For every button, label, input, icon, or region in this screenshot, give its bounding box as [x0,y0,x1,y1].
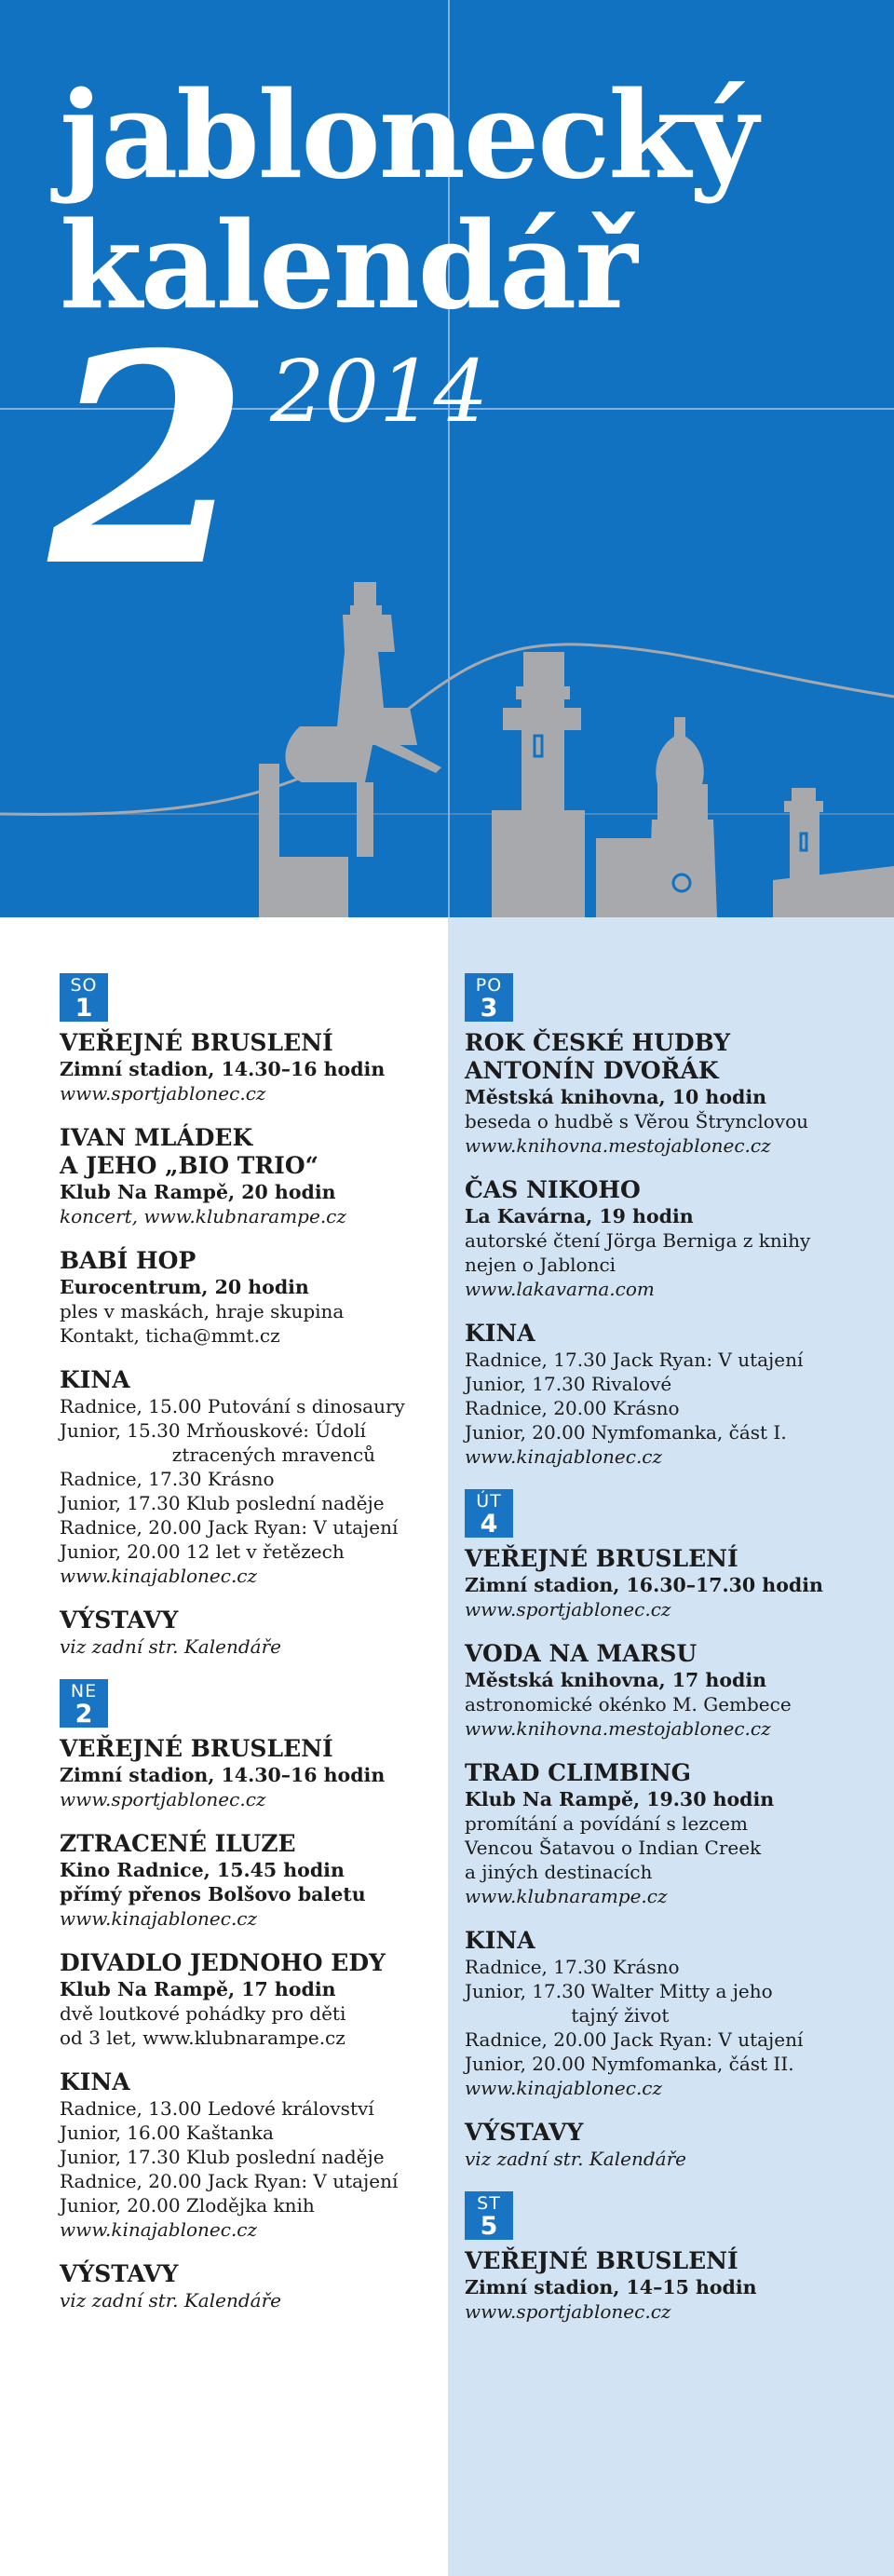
event-link: viz zadní str. Kalendáře [60,2289,281,2312]
event-title: KINA [465,1320,535,1347]
event-title: VEŘEJNÉ BRUSLENÍ [60,1029,333,1056]
day-badge [465,2191,513,2240]
event-title: VÝSTAVY [60,2260,179,2287]
event-link: www.lakavarna.com [465,1278,655,1300]
event-item [465,1927,885,2100]
event-venue: Zimní stadion, 14–15 hodin [465,2276,757,2298]
event-detail: beseda o hudbě s Věrou Štrynclovou [465,1110,809,1132]
event-venue: Zimní stadion, 14.30–16 hodin [60,1058,386,1080]
event-columns [0,917,894,2576]
event-item [60,1949,439,2050]
event-detail: Junior, 17.30 Walter Mitty a jeho [465,1980,773,2002]
calendar-title-line2: kalendář [60,197,636,336]
event-detail: Junior, 17.30 Klub poslední naděje [60,1492,385,1514]
day-name: PO [475,975,503,996]
event-title: VEŘEJNÉ BRUSLENÍ [60,1735,333,1762]
event-venue: Městská knihovna, 17 hodin [465,1669,767,1691]
event-detail: Junior, 17.30 Klub poslední naděje [60,2146,385,2168]
event-venue: přímý přenos Bolšovo baletu [60,1883,366,1905]
event-venue: Zimní stadion, 14.30–16 hodin [60,1764,386,1786]
event-link: www.sportjablonec.cz [465,1598,671,1620]
event-title: VEŘEJNÉ BRUSLENÍ [465,1545,738,1572]
day-number: 4 [480,1510,498,1539]
event-item [465,1640,885,1741]
event-item [60,1607,439,1659]
day-name: ST [477,2193,501,2214]
event-title: ČAS NIKOHO [465,1176,641,1203]
event-link: www.sportjablonec.cz [60,1082,266,1105]
event-detail: Radnice, 17.30 Krásno [60,1468,275,1490]
day-block [465,1489,885,2171]
event-detail: a jiných destinacích [465,1861,653,1883]
event-detail: Junior, 17.30 Rivalové [465,1373,672,1395]
event-detail: dvě loutkové pohádky pro děti [60,2002,346,2025]
event-link: www.knihovna.mestojablonec.cz [465,1134,771,1157]
event-item [465,1320,885,1469]
event-venue: Eurocentrum, 20 hodin [60,1276,309,1298]
day-name: SO [70,975,98,996]
event-detail: Junior, 20.00 Nymfomanka, část I. [465,1421,787,1444]
event-title: VODA NA MARSU [465,1640,698,1667]
event-venue: La Kavárna, 19 hodin [465,1205,694,1227]
left-column [0,917,448,2576]
event-link: www.kinajablonec.cz [60,1565,258,1587]
event-item [465,2247,885,2324]
day-block [465,973,885,1469]
event-venue: Městská knihovna, 10 hodin [465,1086,767,1108]
event-item [60,1735,439,1811]
event-detail: Radnice, 17.30 Krásno [465,1956,680,1978]
event-item [60,2068,439,2242]
event-detail: Junior, 20.00 Zlodějka knih [60,2194,315,2217]
calendar-header [0,0,894,917]
event-title: KINA [60,2068,130,2095]
event-link: www.kinajablonec.cz [60,2218,258,2241]
year-label: 2014 [270,342,489,441]
event-link: www.kinajablonec.cz [60,1907,258,1930]
event-item [60,1830,439,1931]
event-detail: Vencou Šatavou o Indian Creek [465,1837,762,1859]
event-detail: Radnice, 17.30 Jack Ryan: V utajení [465,1349,804,1371]
day-block [465,2191,885,2324]
event-detail: Radnice, 13.00 Ledové království [60,2097,374,2120]
event-title: VÝSTAVY [60,1607,179,1634]
day-badge [465,973,513,1022]
event-detail: Junior, 20.00 12 let v řetězech [60,1540,345,1563]
event-item [60,1029,439,1105]
event-title: VÝSTAVY [465,2119,584,2146]
right-day-list [448,917,894,2324]
event-title: ROK ČESKÉ HUDBY [465,1029,731,1056]
day-name: ÚT [476,1491,502,1512]
event-title: IVAN MLÁDEK [60,1124,253,1151]
event-detail: Kontakt, ticha@mmt.cz [60,1324,280,1347]
event-detail: ztracených mravenců [60,1444,376,1466]
event-link: www.knihovna.mestojablonec.cz [465,1717,771,1740]
event-title: DIVADLO JEDNOHO EDY [60,1949,386,1976]
event-title: ANTONÍN DVOŘÁK [465,1057,719,1084]
day-block [60,1679,439,2312]
event-link: www.sportjablonec.cz [60,1788,266,1810]
event-title: TRAD CLIMBING [465,1759,692,1786]
day-name: NE [70,1681,98,1702]
event-item [465,1759,885,1908]
event-link: www.kinajablonec.cz [465,2077,663,2099]
event-title: ZTRACENÉ ILUZE [60,1830,296,1857]
event-detail: promítání a povídání s lezcem [465,1812,748,1835]
event-item [60,1247,439,1348]
day-number: 3 [480,994,498,1023]
event-detail: autorské čtení Jörga Berniga z knihy [465,1229,811,1252]
event-detail: astronomické okénko M. Gembece [465,1693,792,1715]
event-item [465,2119,885,2171]
month-number: 2 [48,291,250,630]
event-detail: Junior, 15.30 Mrňouskové: Údolí [60,1419,366,1442]
day-badge [60,1679,108,1728]
event-detail: Radnice, 20.00 Jack Ryan: V utajení [60,1516,399,1539]
event-detail: Junior, 16.00 Kaštanka [60,2122,274,2144]
event-item [60,1124,439,1228]
event-link: www.sportjablonec.cz [465,2300,671,2323]
event-item [465,1545,885,1621]
event-item [465,1176,885,1301]
event-venue: Klub Na Rampě, 19.30 hodin [465,1788,775,1810]
event-detail: Radnice, 15.00 Putování s dinosaury [60,1395,405,1417]
event-item [60,1366,439,1588]
event-detail: nejen o Jablonci [465,1254,616,1276]
event-venue: Kino Radnice, 15.45 hodin [60,1859,345,1881]
event-link: www.kinajablonec.cz [465,1445,663,1468]
right-column [448,917,894,2576]
event-detail: Junior, 20.00 Nymfomanka, část II. [465,2053,794,2075]
event-title: VEŘEJNÉ BRUSLENÍ [465,2247,738,2274]
event-item [60,2260,439,2312]
event-detail: tajný život [465,2004,670,2027]
calendar-title-line1: jablonecký [60,66,757,206]
event-title: KINA [465,1927,535,1954]
event-venue: Klub Na Rampě, 17 hodin [60,1978,336,2000]
event-link: viz zadní str. Kalendáře [60,1635,281,1658]
event-title: A JEHO „BIO TRIO“ [60,1152,319,1179]
day-badge [465,1489,513,1538]
event-detail: Radnice, 20.00 Jack Ryan: V utajení [60,2170,399,2192]
event-venue: Klub Na Rampě, 20 hodin [60,1181,336,1203]
event-venue: Zimní stadion, 16.30–17.30 hodin [465,1574,823,1596]
day-badge [60,973,108,1022]
event-detail: Radnice, 20.00 Krásno [465,1397,680,1419]
event-detail: ples v maskách, hraje skupina [60,1300,345,1322]
event-title: KINA [60,1366,130,1393]
event-detail: od 3 let, www.klubnarampe.cz [60,2027,345,2049]
day-number: 1 [74,994,93,1023]
event-link: www.klubnarampe.cz [465,1885,668,1907]
event-item [465,1029,885,1158]
day-number: 5 [480,2212,498,2241]
event-link: viz zadní str. Kalendáře [465,2148,686,2170]
event-detail: Radnice, 20.00 Jack Ryan: V utajení [465,2028,804,2051]
event-link: koncert, www.klubnarampe.cz [60,1205,346,1227]
event-title: BABÍ HOP [60,1247,196,1274]
day-number: 2 [74,1700,93,1729]
day-block [60,973,439,1659]
left-day-list [0,917,448,2312]
